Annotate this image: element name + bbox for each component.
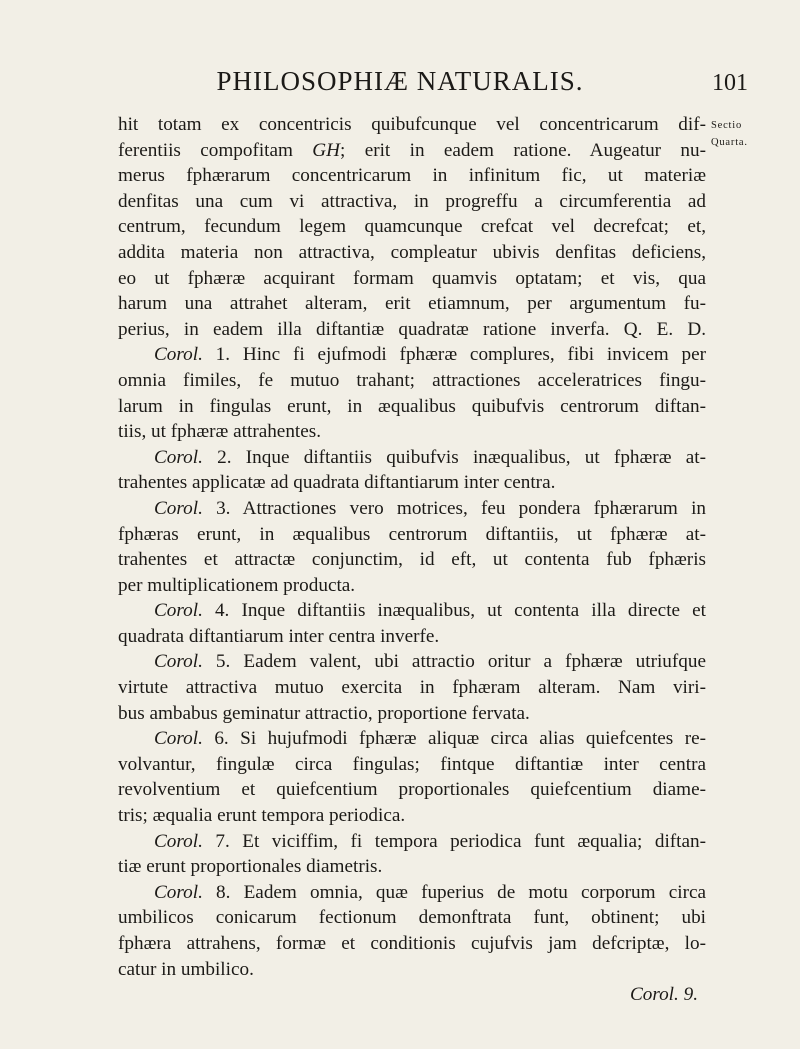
text-line: tris; æqualia erunt tempora periodica.: [118, 805, 406, 827]
body-text: [118, 112, 706, 1008]
corollary-6: [118, 726, 706, 752]
corollary-label: Corol.: [154, 446, 203, 468]
text-span: ferentiis compofitam: [118, 139, 313, 161]
text-line: centrum, fecundum legem quamcunque crefcat vel decrefcat; et,: [118, 216, 706, 238]
corollary-label: Corol.: [154, 881, 203, 903]
text-line: hit totam ex concentricis quibufcunque vel concentricarum dif-: [118, 114, 706, 135]
text-line: volvantur, fingulæ circa fingulas; fintque diftantiæ inter centra: [118, 753, 706, 775]
text-span: 1. Hinc fi ejufmodi fphæræ complures, fibi invicem per: [202, 344, 706, 366]
page-number: 101: [712, 70, 748, 96]
corollary-3: [118, 496, 706, 522]
text-span: 5. Eadem valent, ubi attractio oritur a fphæræ utriufque: [202, 651, 706, 673]
corollary-label: Corol.: [154, 728, 203, 750]
text-span: 4. Inque diftantiis inæqualibus, ut contenta illa directe et: [202, 600, 706, 622]
corollary-1: [118, 342, 706, 368]
corollary-7: [118, 829, 706, 855]
text-line: omnia fimiles, fe mutuo trahant; attractiones acceleratrices fingu-: [118, 369, 706, 391]
text-line: per multiplicationem producta.: [118, 574, 356, 596]
text-line: virtute attractiva mutuo exercita in fphæram alteram. Nam viri-: [118, 677, 706, 699]
corollary-8: [118, 880, 706, 906]
corollary-label: Corol.: [154, 830, 203, 852]
text-span: 8. Eadem omnia, quæ fuperius de motu corporum circa: [202, 881, 706, 903]
corollary-label: Corol.: [154, 651, 203, 673]
text-line: merus fphærarum concentricarum in infinitum fic, ut materiæ: [118, 165, 706, 187]
text-line: quadrata diftantiarum inter centra inverfe.: [118, 625, 440, 647]
text-line: catur in umbilico.: [118, 958, 254, 980]
text-line: tiis, ut fphæræ attrahentes.: [118, 421, 322, 443]
text-line: trahentes et attractæ conjunctim, id eft, ut contenta fub fphæris: [118, 549, 706, 571]
text-line: revolventium et quiefcentium proportionales quiefcentium diame-: [118, 779, 706, 801]
text-line: harum una attrahet alteram, erit etiamnum, per argumentum fu-: [118, 293, 706, 315]
text-span: 3. Attractiones vero motrices, feu pondera fphærarum in: [202, 497, 706, 519]
running-title: PHILOSOPHIÆ NATURALIS.: [216, 66, 584, 96]
text-line: umbilicos conicarum fectionum demonftrata funt, obtinent; ubi: [118, 907, 706, 929]
text-line: bus ambabus geminatur attractio, proportione fervata.: [118, 702, 530, 724]
corollary-label: Corol.: [154, 600, 203, 622]
corollary-4: [118, 598, 706, 624]
corollary-2: [118, 445, 706, 471]
margin-note-quarta: Quarta.: [711, 137, 748, 148]
text-line: denfitas una cum vi attractiva, in progreffu a circumferentia ad: [118, 190, 706, 212]
corollary-label: Corol.: [154, 344, 203, 366]
text-line: tiæ erunt proportionales diametris.: [118, 856, 383, 878]
corollary-label: Corol.: [154, 497, 203, 519]
text-line: fphæras erunt, in æqualibus centrorum diftantiis, ut fphæræ at-: [118, 523, 706, 545]
text-span: 6. Si hujufmodi fphæræ aliquæ circa alias quiefcentes re-: [202, 728, 706, 750]
corollary-5: [118, 649, 706, 675]
text-line: [118, 138, 706, 164]
text-span: ; erit in eadem ratione. Augeatur nu-: [340, 139, 706, 161]
text-line: trahentes applicatæ ad quadrata diftantiarum inter centra.: [118, 472, 556, 494]
figure-label: GH: [312, 139, 341, 161]
text-line: larum in fingulas erunt, in æqualibus quibufvis centrorum diftan-: [118, 395, 706, 417]
margin-note-sectio: Sectio: [711, 120, 743, 131]
catchword: Corol. 9.: [629, 984, 698, 1006]
text-line: addita materia non attractiva, compleatur ubivis denfitas deficiens,: [118, 241, 706, 263]
text-span: 7. Et viciffim, fi tempora periodica funt æqualia; diftan-: [202, 830, 706, 852]
text-line: eo ut fphæræ acquirant formam quamvis optatam; et vis, qua: [118, 267, 706, 289]
text-span: 2. Inque diftantiis quibufvis inæqualibus, ut fphæræ at-: [202, 446, 706, 468]
text-line: perius, in eadem illa diftantiæ quadratæ ratione inverfa. Q. E. D.: [118, 318, 706, 340]
margin-note: [711, 117, 748, 151]
text-line: fphæra attrahens, formæ et conditionis cujufvis jam defcriptæ, lo-: [118, 933, 706, 954]
